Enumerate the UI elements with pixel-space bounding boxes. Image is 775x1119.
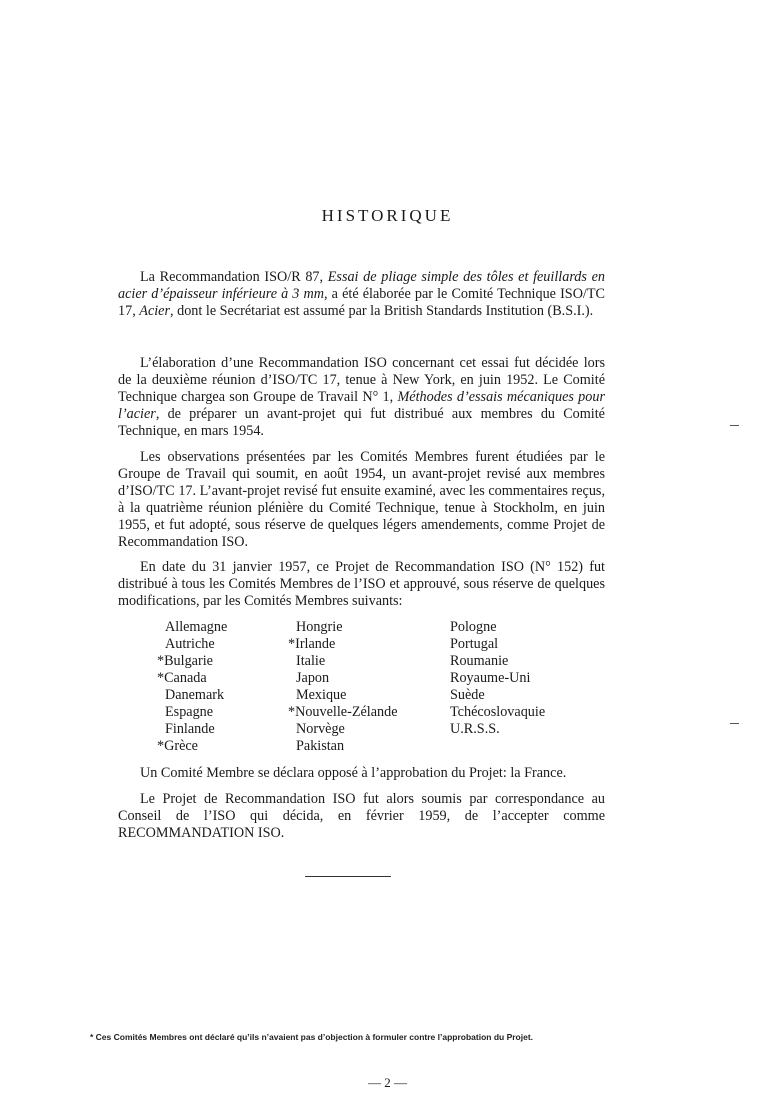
country-item: U.R.S.S. [450, 721, 500, 737]
p1-text-a: La Recommandation ISO/R 87, [140, 269, 328, 285]
country-item: Pakistan [296, 738, 345, 754]
country-column-2 [288, 619, 398, 755]
paragraph-4 [118, 559, 605, 610]
p1-text-e: , dont le Secrétariat est assumé par la British Standards Institution (B.S.I.). [170, 303, 594, 319]
country-item: Italie [296, 653, 326, 669]
p2-text-a: L’élaboration d’une Recommandation ISO concernant cet essai fut décidée lors de la deuxième réunion d’ISO/TC 17, tenue à New York, en juin 1952. Le Comité Technique chargea son Groupe de Travail N° 1, [118, 355, 605, 405]
country-item: *Canada [157, 670, 207, 686]
p6-text: Le Projet de Recommandation ISO fut alors soumis par correspondance au Conseil de l’ISO qui décida, en février 1959, de l’accepter comme RECOMMANDATION ISO. [118, 791, 605, 841]
country-item: Finlande [165, 721, 215, 737]
country-item: Tchécoslovaquie [450, 704, 546, 720]
page-title: HISTORIQUE [321, 206, 454, 225]
p2-working-group-name: Méthodes d’essais mécaniques pour l’acier [118, 389, 605, 422]
country-item: Autriche [165, 636, 215, 652]
paragraph-6 [118, 791, 605, 842]
country-item: Roumanie [450, 653, 509, 669]
country-item: Hongrie [296, 619, 343, 635]
country-item: Japon [296, 670, 330, 686]
country-item: Mexique [296, 687, 347, 703]
country-item: Allemagne [165, 619, 228, 635]
paragraph-1 [118, 269, 605, 320]
margin-mark-bottom [730, 723, 739, 724]
p3-text: Les observations présentées par les Comités Membres furent étudiées par le Groupe de Travail qui soumit, en août 1954, un avant-projet revisé aux membres d’ISO/TC 17. L’avant-projet revisé fut ensuite examiné, avec les commentaires reçus, à la quatrième réunion plénière du Comité Technique, tenue à Stockholm, en juin 1955, et fut adopté, sous réserve de quelques légers amendements, comme Projet de Recommandation ISO. [118, 449, 605, 550]
paragraph-3 [118, 449, 605, 551]
country-item: *Irlande [288, 636, 336, 652]
country-column-3 [442, 619, 545, 738]
country-item: *Grèce [157, 738, 198, 754]
p2-text-c: , de préparer un avant-projet qui fut distribué aux membres du Comité Technique, en mars 1954. [118, 406, 605, 439]
p1-standard-title: Essai de pliage simple des tôles et feuillards en acier d’épaisseur inférieure à 3 mm [118, 269, 605, 302]
country-item: *Bulgarie [157, 653, 213, 669]
country-column-1 [157, 619, 227, 755]
margin-mark-top [730, 425, 739, 426]
p4-text: En date du 31 janvier 1957, ce Projet de Recommandation ISO (N° 152) fut distribué à tous les Comités Membres de l’ISO et approuvé, sous réserve de quelques modifications, par les Comités Membres suivants: [118, 559, 605, 609]
country-item: Espagne [165, 704, 214, 720]
country-item: Pologne [450, 619, 497, 635]
country-item: Danemark [165, 687, 225, 703]
section-divider [305, 876, 391, 877]
paragraph-2 [118, 355, 605, 440]
p1-committee-name: Acier [139, 303, 171, 319]
footnote: * Ces Comités Membres ont déclaré qu’ils n’avaient pas d’objection à formuler contre l’approbation du Projet. [90, 1032, 534, 1042]
country-item: Norvège [296, 721, 345, 737]
country-item: Portugal [450, 636, 499, 652]
p1-text-c: , a été élaborée par le Comité Technique ISO/TC 17, [118, 286, 606, 319]
paragraph-5 [118, 765, 605, 782]
country-item: *Nouvelle-Zélande [288, 704, 398, 720]
country-item: Royaume-Uni [450, 670, 531, 686]
p5-text: Un Comité Membre se déclara opposé à l’approbation du Projet: la France. [140, 765, 567, 781]
country-item: Suède [450, 687, 485, 703]
page-number: — 2 — [368, 1075, 407, 1090]
